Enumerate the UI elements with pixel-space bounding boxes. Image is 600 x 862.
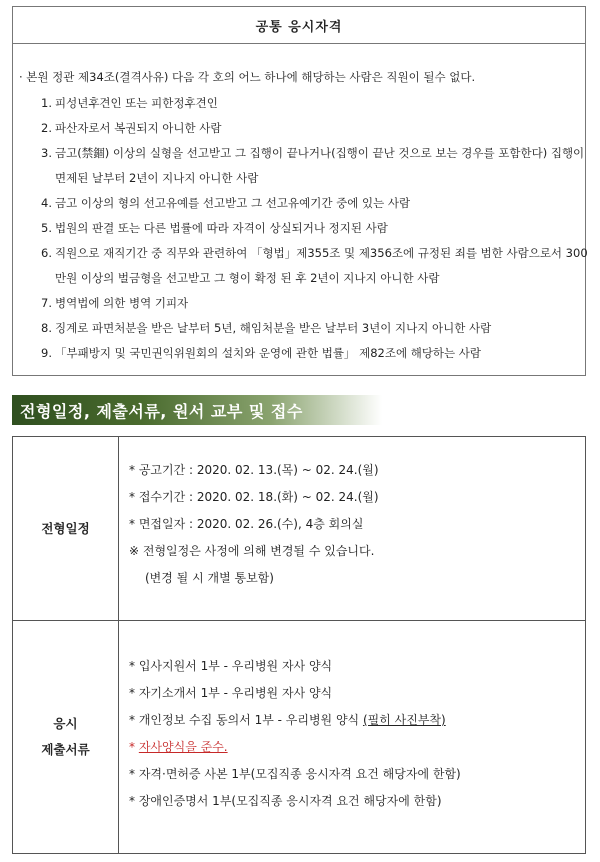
- schedule-notice-note: (변경 될 시 개별 통보함): [145, 571, 274, 585]
- item-number: 5.: [41, 221, 52, 235]
- announce-period: * 공고기간 : 2020. 02. 13.(목) ~ 02. 24.(월): [129, 463, 379, 477]
- list-item: [41, 291, 589, 316]
- doc-form-bullet: *: [129, 740, 139, 754]
- table-row-schedule: [13, 437, 585, 621]
- item-text: 금고(禁錮) 이상의 실형을 선고받고 그 집행이 끝나거나(집행이 끝난 것으로 보는 경우를 포함한다) 집행이 면제된 날부터 2년이 지나지 아니한 사람: [55, 146, 585, 185]
- doc-photo-note: (필히 사진부착): [362, 713, 446, 727]
- schedule-notice: ※ 전형일정은 사정에 의해 변경될 수 있습니다.: [129, 544, 375, 558]
- schedule-content: [129, 457, 585, 592]
- schedule-label: [13, 437, 119, 620]
- list-item: [41, 116, 589, 141]
- item-number: 4.: [41, 196, 52, 210]
- item-number: 8.: [41, 321, 52, 335]
- doc-privacy-text: * 개인정보 수집 동의서 1부 - 우리병원 양식: [129, 713, 363, 727]
- doc-application: * 입사지원서 1부 - 우리병원 자사 양식: [129, 659, 333, 673]
- documents-label-line2: 제출서류: [41, 742, 90, 757]
- item-text: 피성년후견인 또는 피한정후견인: [55, 96, 218, 110]
- item-text: 법원의 판결 또는 다른 법률에 따라 자격이 상실되거나 정지된 사람: [55, 221, 388, 235]
- qualification-title: 공통 응시자격: [13, 7, 585, 44]
- qualification-intro: · 본원 정관 제34조(결격사유) 다음 각 호의 어느 하나에 해당하는 사람은 직원이 될수 없다.: [19, 70, 476, 84]
- list-item: [41, 341, 589, 366]
- schedule-table: [12, 436, 586, 854]
- list-item: [41, 141, 589, 191]
- doc-disability-cert: * 장애인증명서 1부(모집직종 응시자격 요건 해당자에 한함): [129, 794, 442, 808]
- list-item: [41, 91, 589, 116]
- section-title: 전형일정, 제출서류, 원서 교부 및 접수: [20, 401, 303, 421]
- item-text: 금고 이상의 형의 선고유예를 선고받고 그 선고유예기간 중에 있는 사람: [55, 196, 411, 210]
- item-text: 직원으로 재직기간 중 직무와 관련하여 「형법」제355조 및 제356조에 규정된 죄를 범한 사람으로서 300만원 이상의 벌금형을 선고받고 그 형이 확정 된 후 2년이 지나지 아니한 사람: [55, 246, 588, 285]
- schedule-label-text: 전형일정: [41, 520, 90, 536]
- doc-license-copy: * 자격·면허증 사본 1부(모집직종 응시자격 요건 해당자에 한함): [129, 767, 461, 781]
- list-item: [41, 241, 589, 291]
- table-row-documents: [13, 621, 585, 853]
- item-text: 징계로 파면처분을 받은 날부터 5년, 해임처분을 받은 날부터 3년이 지나지 아니한 사람: [55, 321, 492, 335]
- doc-privacy-consent: [129, 707, 585, 734]
- doc-self-intro: * 자기소개서 1부 - 우리병원 자사 양식: [129, 686, 333, 700]
- item-number: 3.: [41, 146, 52, 160]
- documents-label: [13, 621, 119, 853]
- receipt-period: * 접수기간 : 2020. 02. 18.(화) ~ 02. 24.(월): [129, 490, 379, 504]
- interview-date: * 면접일자 : 2020. 02. 26.(수), 4층 회의실: [129, 517, 364, 531]
- item-text: 병역법에 의한 병역 기피자: [55, 296, 189, 310]
- item-number: 2.: [41, 121, 52, 135]
- doc-form-notice: [129, 734, 585, 761]
- doc-form-notice-text: 자사양식을 준수.: [138, 740, 228, 754]
- qualification-list: [41, 91, 589, 366]
- documents-label-line1: 응시: [53, 716, 78, 731]
- item-number: 9.: [41, 346, 52, 360]
- qualification-box: [12, 6, 586, 376]
- documents-content: [129, 653, 585, 815]
- list-item: [41, 191, 589, 216]
- item-text: 「부패방지 및 국민권익위원회의 설치와 운영에 관한 법률」 제82조에 해당하는 사람: [55, 346, 482, 360]
- item-number: 1.: [41, 96, 52, 110]
- item-number: 7.: [41, 296, 52, 310]
- section-header-bar: [12, 395, 382, 425]
- item-number: 6.: [41, 246, 52, 260]
- list-item: [41, 316, 589, 341]
- item-text: 파산자로서 복권되지 아니한 사람: [55, 121, 222, 135]
- list-item: [41, 216, 589, 241]
